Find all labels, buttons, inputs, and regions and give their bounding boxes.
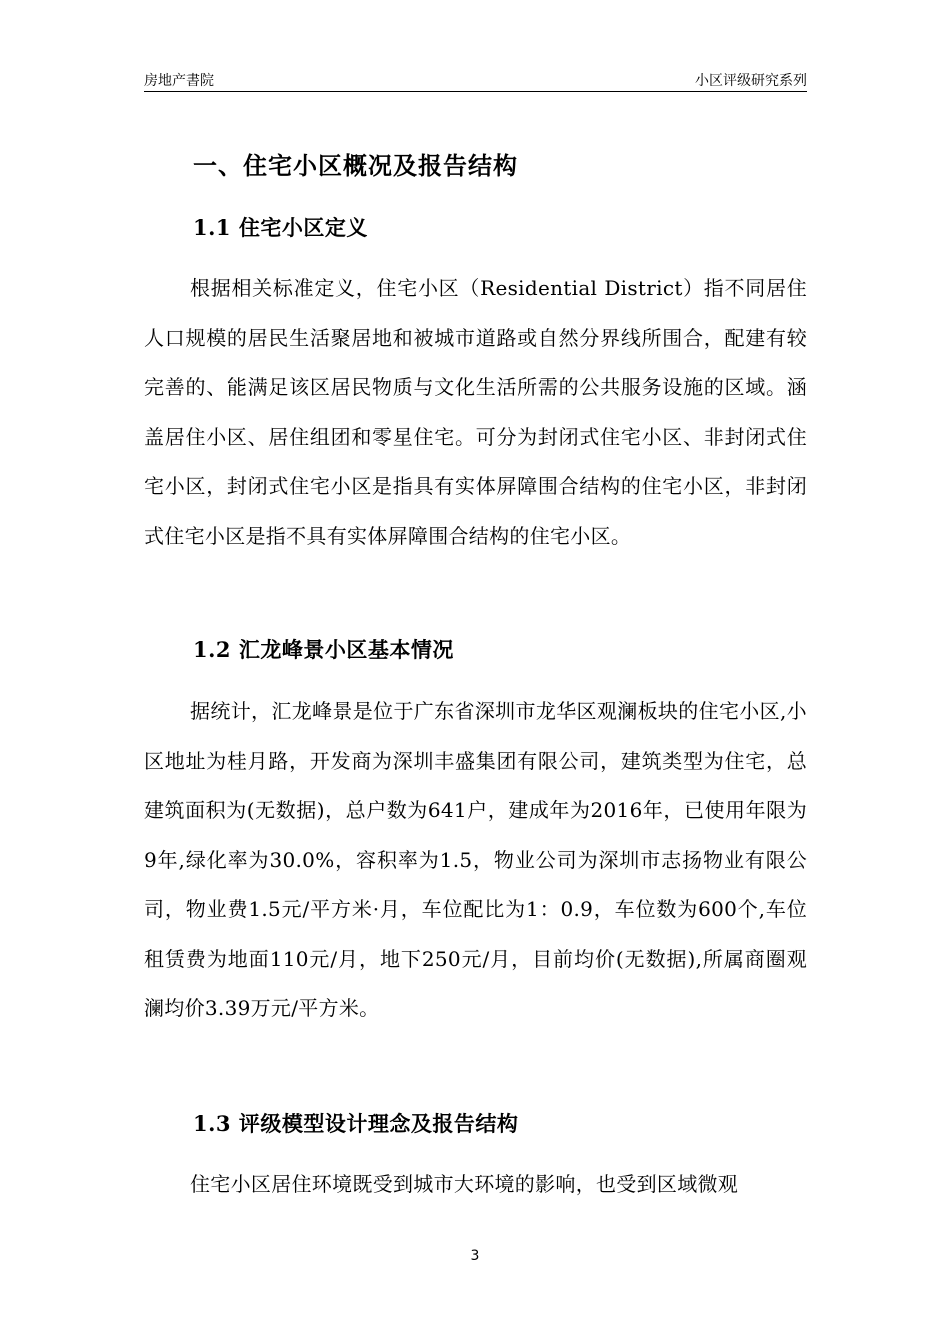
header-publisher: 房地产書院: [144, 73, 214, 89]
page-number: 3: [470, 1248, 480, 1264]
header-divider: [144, 91, 807, 92]
page-header: [144, 70, 807, 92]
paragraph-1-2: 据统计，汇龙峰景是位于广东省深圳市龙华区观澜板块的住宅小区,小区地址为桂月路，开发商为深圳丰盛集团有限公司，建筑类型为住宅，总建筑面积为(无数据)，总户数为641户，建成年为2016年，已使用年限为9年,绿化率为30.0%，容积率为1.5，物业公司为深圳市志扬物业有限公司，物业费1.5元/平方米·月，车位配比为1：0.9，车位数为600个,车位租赁费为地面110元/月，地下250元/月，目前均价(无数据),所属商圈观澜均价3.39万元/平方米。: [144, 699, 807, 1020]
paragraph-1-1: 根据相关标准定义，住宅小区（Residential District）指不同居住人口规模的居民生活聚居地和被城市道路或自然分界线所围合，配建有较完善的、能满足该区居民物质与文化生活所需的公共服务设施的区域。涵盖居住小区、居住组团和零星住宅。可分为封闭式住宅小区、非封闭式住宅小区，封闭式住宅小区是指具有实体屏障围合结构的住宅小区，非封闭式住宅小区是指不具有实体屏障围合结构的住宅小区。: [144, 276, 807, 548]
heading-1-2: 1.2 汇龙峰景小区基本情况: [193, 637, 454, 662]
paragraph-1-3: 住宅小区居住环境既受到城市大环境的影响，也受到区域微观: [190, 1172, 739, 1196]
header-series-title: 小区评级研究系列: [695, 73, 807, 89]
section-title: 一、住宅小区概况及报告结构: [193, 151, 518, 180]
heading-1-3: 1.3 评级模型设计理念及报告结构: [193, 1111, 519, 1136]
heading-1-1: 1.1 住宅小区定义: [193, 215, 368, 240]
